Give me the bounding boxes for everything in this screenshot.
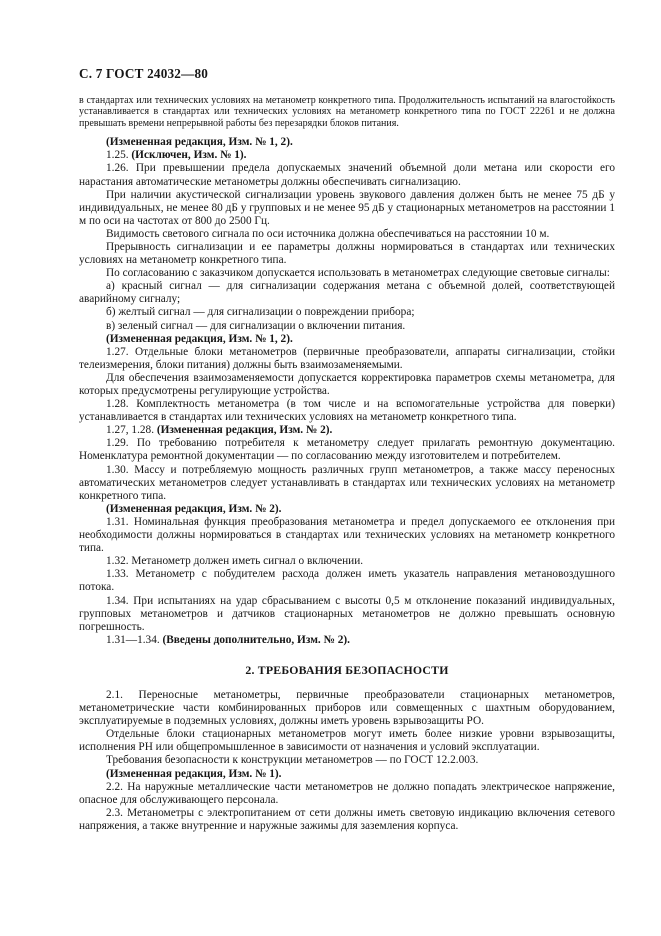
clause-1-32: 1.32. Метанометр должен иметь сигнал о включении. — [106, 555, 364, 568]
paragraph-continuation: в стандартах или технических условиях на метанометр конкретного типа. Продолжительность испытаний на влагостойкость устанавливается в стандартах или технических условиях на метанометр конкретного типа по ГОСТ 22261 и не должна превышать времени непрерывной работы без перезарядки блоков питания. — [79, 95, 615, 129]
clause-number: 1.25. — [106, 149, 132, 162]
paragraph: По согласованию с заказчиком допускается использовать в метанометрах следующие световые сигналы: — [106, 267, 610, 280]
paragraph: Отдельные блоки стационарных метанометров могут иметь более низкие уровни взрывозащиты, исполнения РН или общепромышленное в зависимости от назначения и условий эксплуатации. — [79, 728, 615, 754]
document-body — [79, 95, 615, 833]
clause-1-27: 1.27. Отдельные блоки метанометров (первичные преобразователи, аппараты сигнализации, стойки телеизмерения, блоки питания) должны быть взаимозаменяемыми. — [79, 345, 615, 371]
paragraph: Видимость светового сигнала по оси источника должна обеспечиваться на расстоянии 10 м. — [106, 227, 550, 240]
paragraph: Прерывность сигнализации и ее параметры должны нормироваться в стандартах или технических условиях на метанометр конкретного типа. — [79, 240, 615, 267]
amendment-note: (Исключен, Изм. № 1). — [131, 149, 247, 162]
amendment-note: (Измененная редакция, Изм. № 1). — [106, 767, 282, 780]
clause-1-31: 1.31. Номинальная функция преобразования метанометра и предел допускаемого ее отклонения при необходимости должны нормироваться в стандартах или технических условиях на метанометр конкретного типа. — [79, 515, 615, 555]
list-item: б) желтый сигнал — для сигнализации о повреждении прибора; — [106, 306, 415, 319]
clause-1-34: 1.34. При испытаниях на удар сбрасыванием с высоты 0,5 м отклонение показаний индивидуальных, групповых метанометров и датчиков стационарных метанометров не должно превышать основную погрешность. — [79, 594, 615, 633]
paragraph: Требования безопасности к конструкции метанометров — по ГОСТ 12.2.003. — [106, 754, 479, 767]
clause-1-27-1-28 — [79, 424, 615, 437]
paragraph: При наличии акустической сигнализации уровень звукового давления должен быть не менее 75 дБ у индивидуальных, не менее 80 дБ у групповых и не менее 95 дБ у стационарных метанометров на расстоянии 1 м по оси на частотах от 800 до 2500 Гц. — [79, 188, 615, 227]
clause-number: 1.27, 1.28. — [106, 424, 157, 437]
clause-2-2: 2.2. На наружные металлические части метанометров не должно попадать электрическое напряжение, опасное для обслуживающего персонала. — [79, 780, 615, 806]
clause-2-3: 2.3. Метанометры с электропитанием от сети должны иметь световую индикацию включения сетевого напряжения, а также внутренние и наружные зажимы для заземления корпуса. — [79, 806, 615, 832]
clause-number: 1.31—1.34. — [106, 633, 163, 646]
list-item: а) красный сигнал — для сигнализации содержания метана с объемной долей, соответствующей аварийному сигналу; — [79, 280, 615, 306]
amendment-note: (Измененная редакция, Изм. № 1, 2). — [106, 136, 293, 149]
page-header: С. 7 ГОСТ 24032—80 — [79, 66, 209, 81]
clause-1-33: 1.33. Метанометр с побудителем расхода должен иметь указатель направления метановоздушного потока. — [79, 568, 615, 594]
clause-1-26: 1.26. При превышении предела допускаемых значений объемной доли метана или скорости его нарастания автоматические метанометры должны обеспечивать сигнализацию. — [79, 162, 615, 188]
clause-1-31-1-34 — [79, 634, 615, 647]
amendment-note: (Измененная редакция, Изм. № 1, 2). — [106, 332, 293, 345]
amendment-note: (Введены дополнительно, Изм. № 2). — [162, 633, 350, 646]
clause-2-1: 2.1. Переносные метанометры, первичные преобразователи стационарных метанометров, метанометрические части комбинированных приборов или совмещенных с шахтным оборудованием, эксплуатируемые в подземных условиях, должны иметь уровень взрывозащиты РО. — [79, 688, 615, 728]
clause-1-25 — [79, 149, 615, 162]
amendment-note: (Измененная редакция, Изм. № 2). — [106, 502, 282, 515]
clause-1-30: 1.30. Массу и потребляемую мощность различных групп метанометров, а также массу переносных автоматических метанометров следует устанавливать в стандартах или технических условиях на метанометр конкретного типа. — [79, 463, 615, 502]
section-title: 2. ТРЕБОВАНИЯ БЕЗОПАСНОСТИ — [245, 662, 449, 677]
paragraph: Для обеспечения взаимозаменяемости допускается корректировка параметров схемы метанометра, для которых предусмотрены регулирующие устройства. — [79, 371, 615, 397]
clause-1-29: 1.29. По требованию потребителя к метанометру следует прилагать ремонтную документацию. Номенклатура ремонтной документации — по согласованию между изготовителем и потребителем. — [79, 437, 615, 463]
amendment-note: (Измененная редакция, Изм. № 2). — [156, 424, 333, 437]
list-item: в) зеленый сигнал — для сигнализации о включении питания. — [106, 319, 406, 332]
clause-1-28: 1.28. Комплектность метанометра (в том числе и на вспомогательные устройства для поверки) устанавливается в стандартах или технических условиях на метанометр конкретного типа. — [79, 398, 615, 424]
